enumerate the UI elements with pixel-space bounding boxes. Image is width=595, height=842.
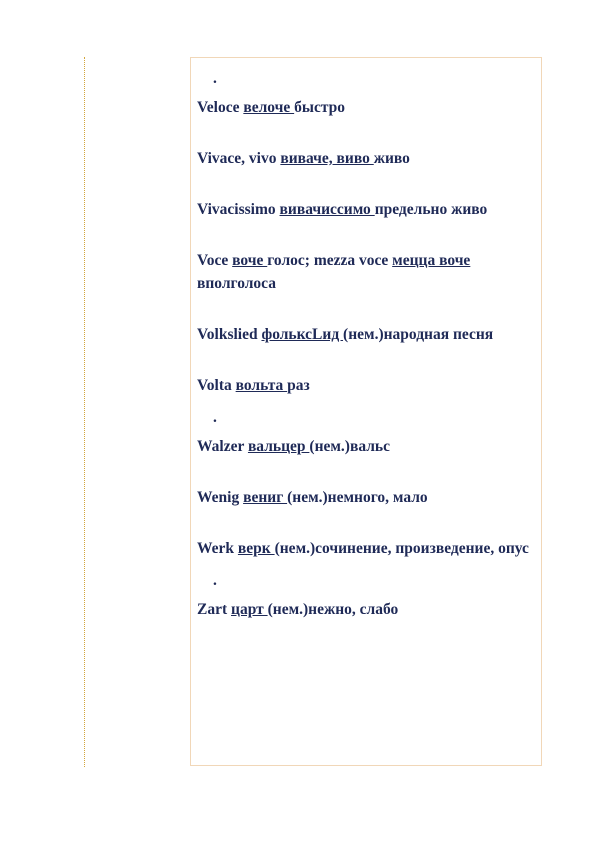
entry-term: Walzer: [197, 438, 245, 455]
entry-meaning-secondary: вполголоса: [197, 275, 277, 292]
entry-term: Zart: [197, 601, 228, 618]
glossary-entry-volta: [197, 374, 537, 397]
glossary-entry-veloce: [197, 96, 537, 119]
pronunciation-link[interactable]: верк: [237, 540, 275, 557]
entry-term: Vivace, vivo: [197, 150, 277, 167]
glossary-entry-zart: [197, 598, 537, 621]
glossary-entry-wenig: [197, 486, 537, 509]
glossary-entry-vivace: [197, 147, 537, 170]
glossary-entry-walzer: [197, 435, 537, 458]
pronunciation-link[interactable]: велоче: [243, 99, 295, 116]
entry-meaning: (нем.)немного, мало: [287, 489, 428, 506]
entry-term: Werk: [197, 540, 235, 557]
pronunciation-link[interactable]: вениг: [243, 489, 288, 506]
pronunciation-link[interactable]: фольксLид: [261, 326, 344, 343]
pronunciation-link-secondary[interactable]: меццa воче: [392, 252, 471, 269]
entry-meaning: живо: [373, 150, 410, 167]
entry-meaning: раз: [287, 377, 310, 394]
entry-meaning: (нем.)народная песня: [343, 326, 494, 343]
glossary-entry-vivacissimo: [197, 198, 537, 221]
glossary-entry-volkslied: [197, 323, 537, 346]
entry-meaning: (нем.)сочинение, произведение, опус: [274, 540, 529, 557]
glossary-entry-voce: [197, 249, 537, 295]
section-bullet: .: [213, 409, 217, 426]
margin-dotted-rule: [84, 57, 85, 767]
entry-term: Volta: [197, 377, 232, 394]
glossary-entry-werk: [197, 537, 537, 560]
pronunciation-link[interactable]: вальцер: [247, 438, 310, 455]
pronunciation-link[interactable]: воче: [232, 252, 268, 269]
entry-term: Voce: [197, 252, 229, 269]
entry-term: Veloce: [197, 99, 240, 116]
pronunciation-link[interactable]: виваче, виво: [280, 150, 374, 167]
entry-meaning: (нем.)нежно, слабо: [267, 601, 399, 618]
entry-meaning: быстро: [294, 99, 346, 116]
entry-term: Vivacissimo: [197, 201, 276, 218]
entry-meaning: (нем.)вальс: [309, 438, 391, 455]
pronunciation-link[interactable]: царт: [231, 601, 268, 618]
pronunciation-link[interactable]: вивачиссимо: [279, 201, 375, 218]
entry-term: Wenig: [197, 489, 240, 506]
section-bullet: .: [213, 572, 217, 589]
entry-meaning: предельно живо: [374, 201, 488, 218]
entry-term: Volkslied: [197, 326, 258, 343]
glossary-content: [197, 70, 537, 649]
pronunciation-link[interactable]: вольта: [235, 377, 288, 394]
entry-meaning: голос; mezza voce: [267, 252, 393, 269]
section-bullet: .: [213, 70, 217, 87]
